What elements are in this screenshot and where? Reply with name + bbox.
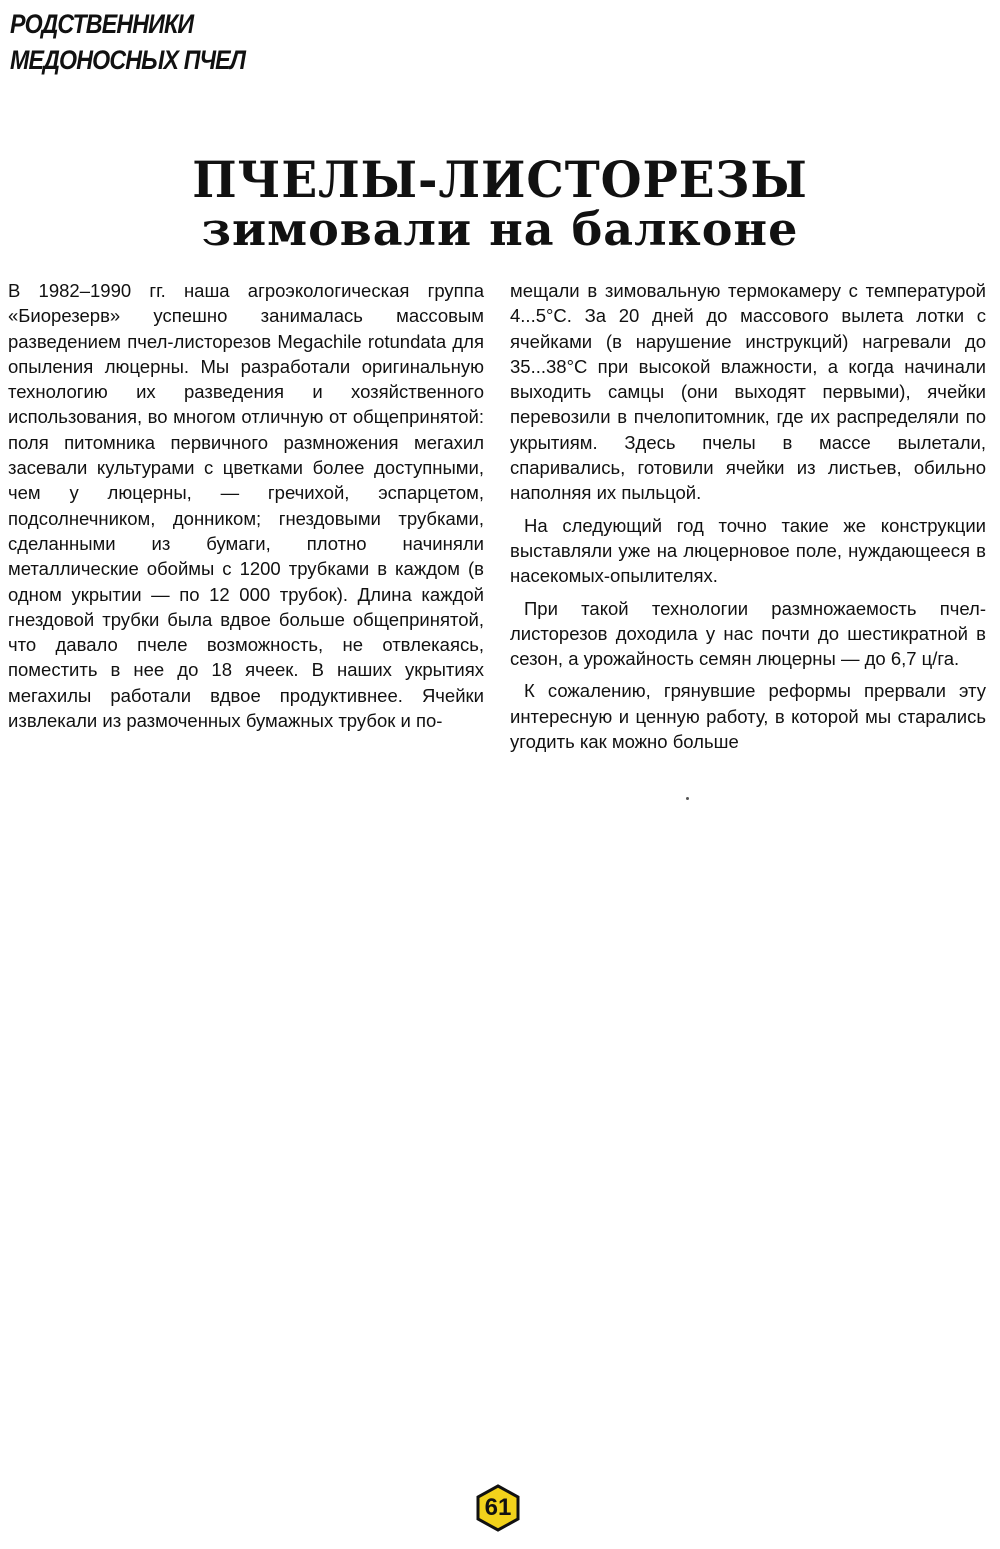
section-label-line-1: РОДСТВЕННИКИ — [10, 9, 194, 39]
article-paragraph: На следующий год точно такие же конструкции выставляли уже на люцерновое поле, нуждающееся в насекомых-опылителях. — [510, 514, 986, 587]
article-paragraph: мещали в зимовальную термокамеру с температурой 4...5°С. За 20 дней до массового вылета лотки с ячейками (в нарушение инструкций) нагревали до 35...38°С при высокой влажности, а когда начинали выходить самцы (они выходят первыми), ячейки перевозили в пчелопитомник, где их распределяли по укрытиям. Здесь пчелы в массе вылетали, спаривались, готовили ячейки из листьев, обильно наполняя их пыльцой. — [510, 280, 986, 504]
article-left-column — [8, 278, 484, 740]
section-label — [10, 6, 245, 78]
section-label-line-2: МЕДОНОСНЫХ ПЧЕЛ — [10, 45, 246, 75]
page-number: 61 — [484, 1494, 512, 1521]
print-speck — [686, 797, 689, 800]
article-title: ПЧЕЛЫ-ЛИСТОРЕЗЫ — [192, 150, 808, 209]
page-number-badge — [474, 1484, 522, 1532]
article-subtitle: зимовали на балконе — [201, 202, 799, 256]
article-right-column — [510, 278, 986, 761]
article-paragraph: При такой технологии размножаемость пчел-листорезов доходила у нас почти до шестикратной в сезон, а урожайность семян люцерны — до 6,7 ц/га. — [510, 597, 986, 670]
article-paragraph: К сожалению, грянувшие реформы прервали эту интересную и ценную работу, в которой мы старались угодить как можно больше — [510, 680, 986, 753]
article-paragraph: В 1982–1990 гг. наша агроэкологическая группа «Биорезерв» успешно занималась массовым разведением пчел-листорезов Megachile rotundata для опыления люцерны. Мы разработали оригинальную технологию их разведения и хозяйственного использования, во многом отличную от общепринятой: поля питомника первичного размножения мегахил засевали культурами с цветками более доступными, чем у люцерны, — гречихой, эспарцетом, подсолнечником, донником; гнездовыми трубками, сделанными из бумаги, плотно начиняли металлические обоймы с 1200 трубками в каждом (в одном укрытии — по 12 000 трубок). Длина каждой гнездовой трубки была вдвое больше общепринятой, что давало пчеле возможность, не отвлекаясь, поместить в нее до 18 ячеек. В наших укрытиях мегахилы работали вдвое продуктивнее. Ячейки извлекали из размоченных бумажных трубок и по- — [8, 280, 484, 732]
